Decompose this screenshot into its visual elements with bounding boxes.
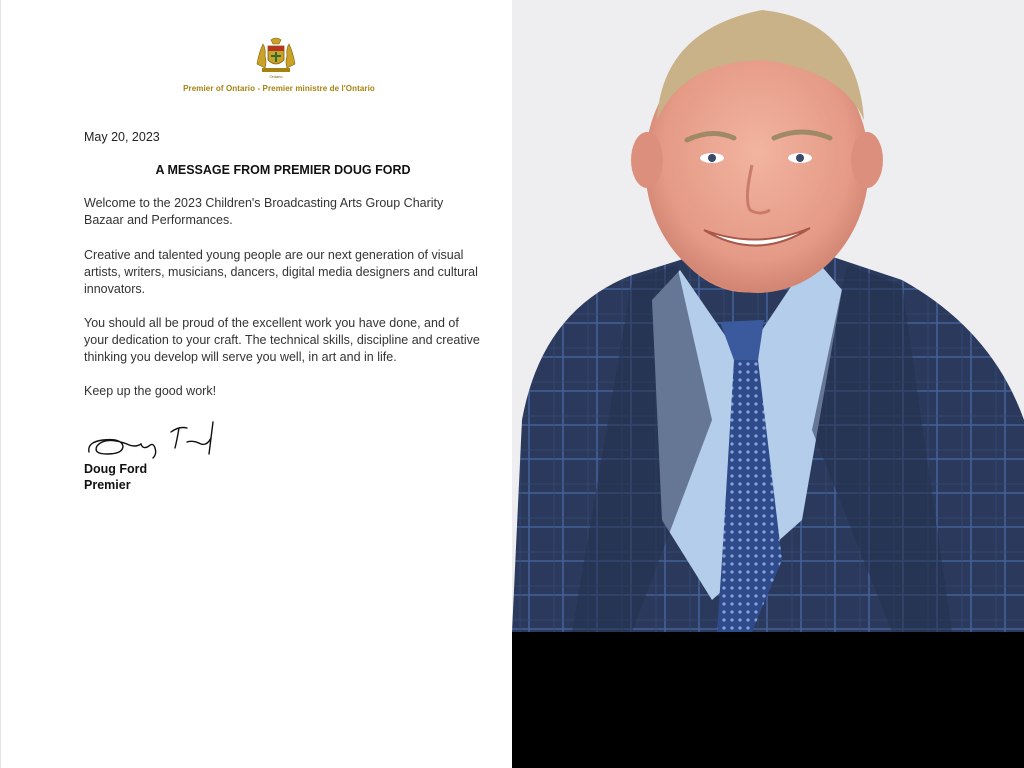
signer-title: Premier	[84, 478, 131, 492]
letter-heading: A MESSAGE FROM PREMIER DOUG FORD	[155, 163, 411, 177]
letter-date: May 20, 2023	[84, 130, 160, 144]
letter-paragraph: Keep up the good work!	[84, 384, 217, 398]
signer-name: Doug Ford	[84, 462, 148, 476]
letter-paragraph: You should all be proud of the excellent work you have done, and of your dedication to your craft. The technical skills, discipline and creative thinking you develop will serve you well, in art and in life.	[84, 316, 480, 364]
handwritten-signature	[83, 414, 229, 462]
letterhead: Premier of Ontario - Premier ministre de l'Ontario	[183, 84, 375, 93]
letter-paragraph: Creative and talented young people are our next generation of visual artists, writers, musicians, dancers, digital media designers and cultural innovators.	[84, 248, 478, 296]
portrait-photo	[512, 0, 1024, 632]
ontario-coat-of-arms-logo	[253, 36, 299, 80]
letter-paragraph: Welcome to the 2023 Children's Broadcasting Arts Group Charity Bazaar and Performances.	[84, 196, 444, 227]
crest-caption: Ontario	[269, 74, 283, 79]
black-bar	[512, 632, 1024, 768]
